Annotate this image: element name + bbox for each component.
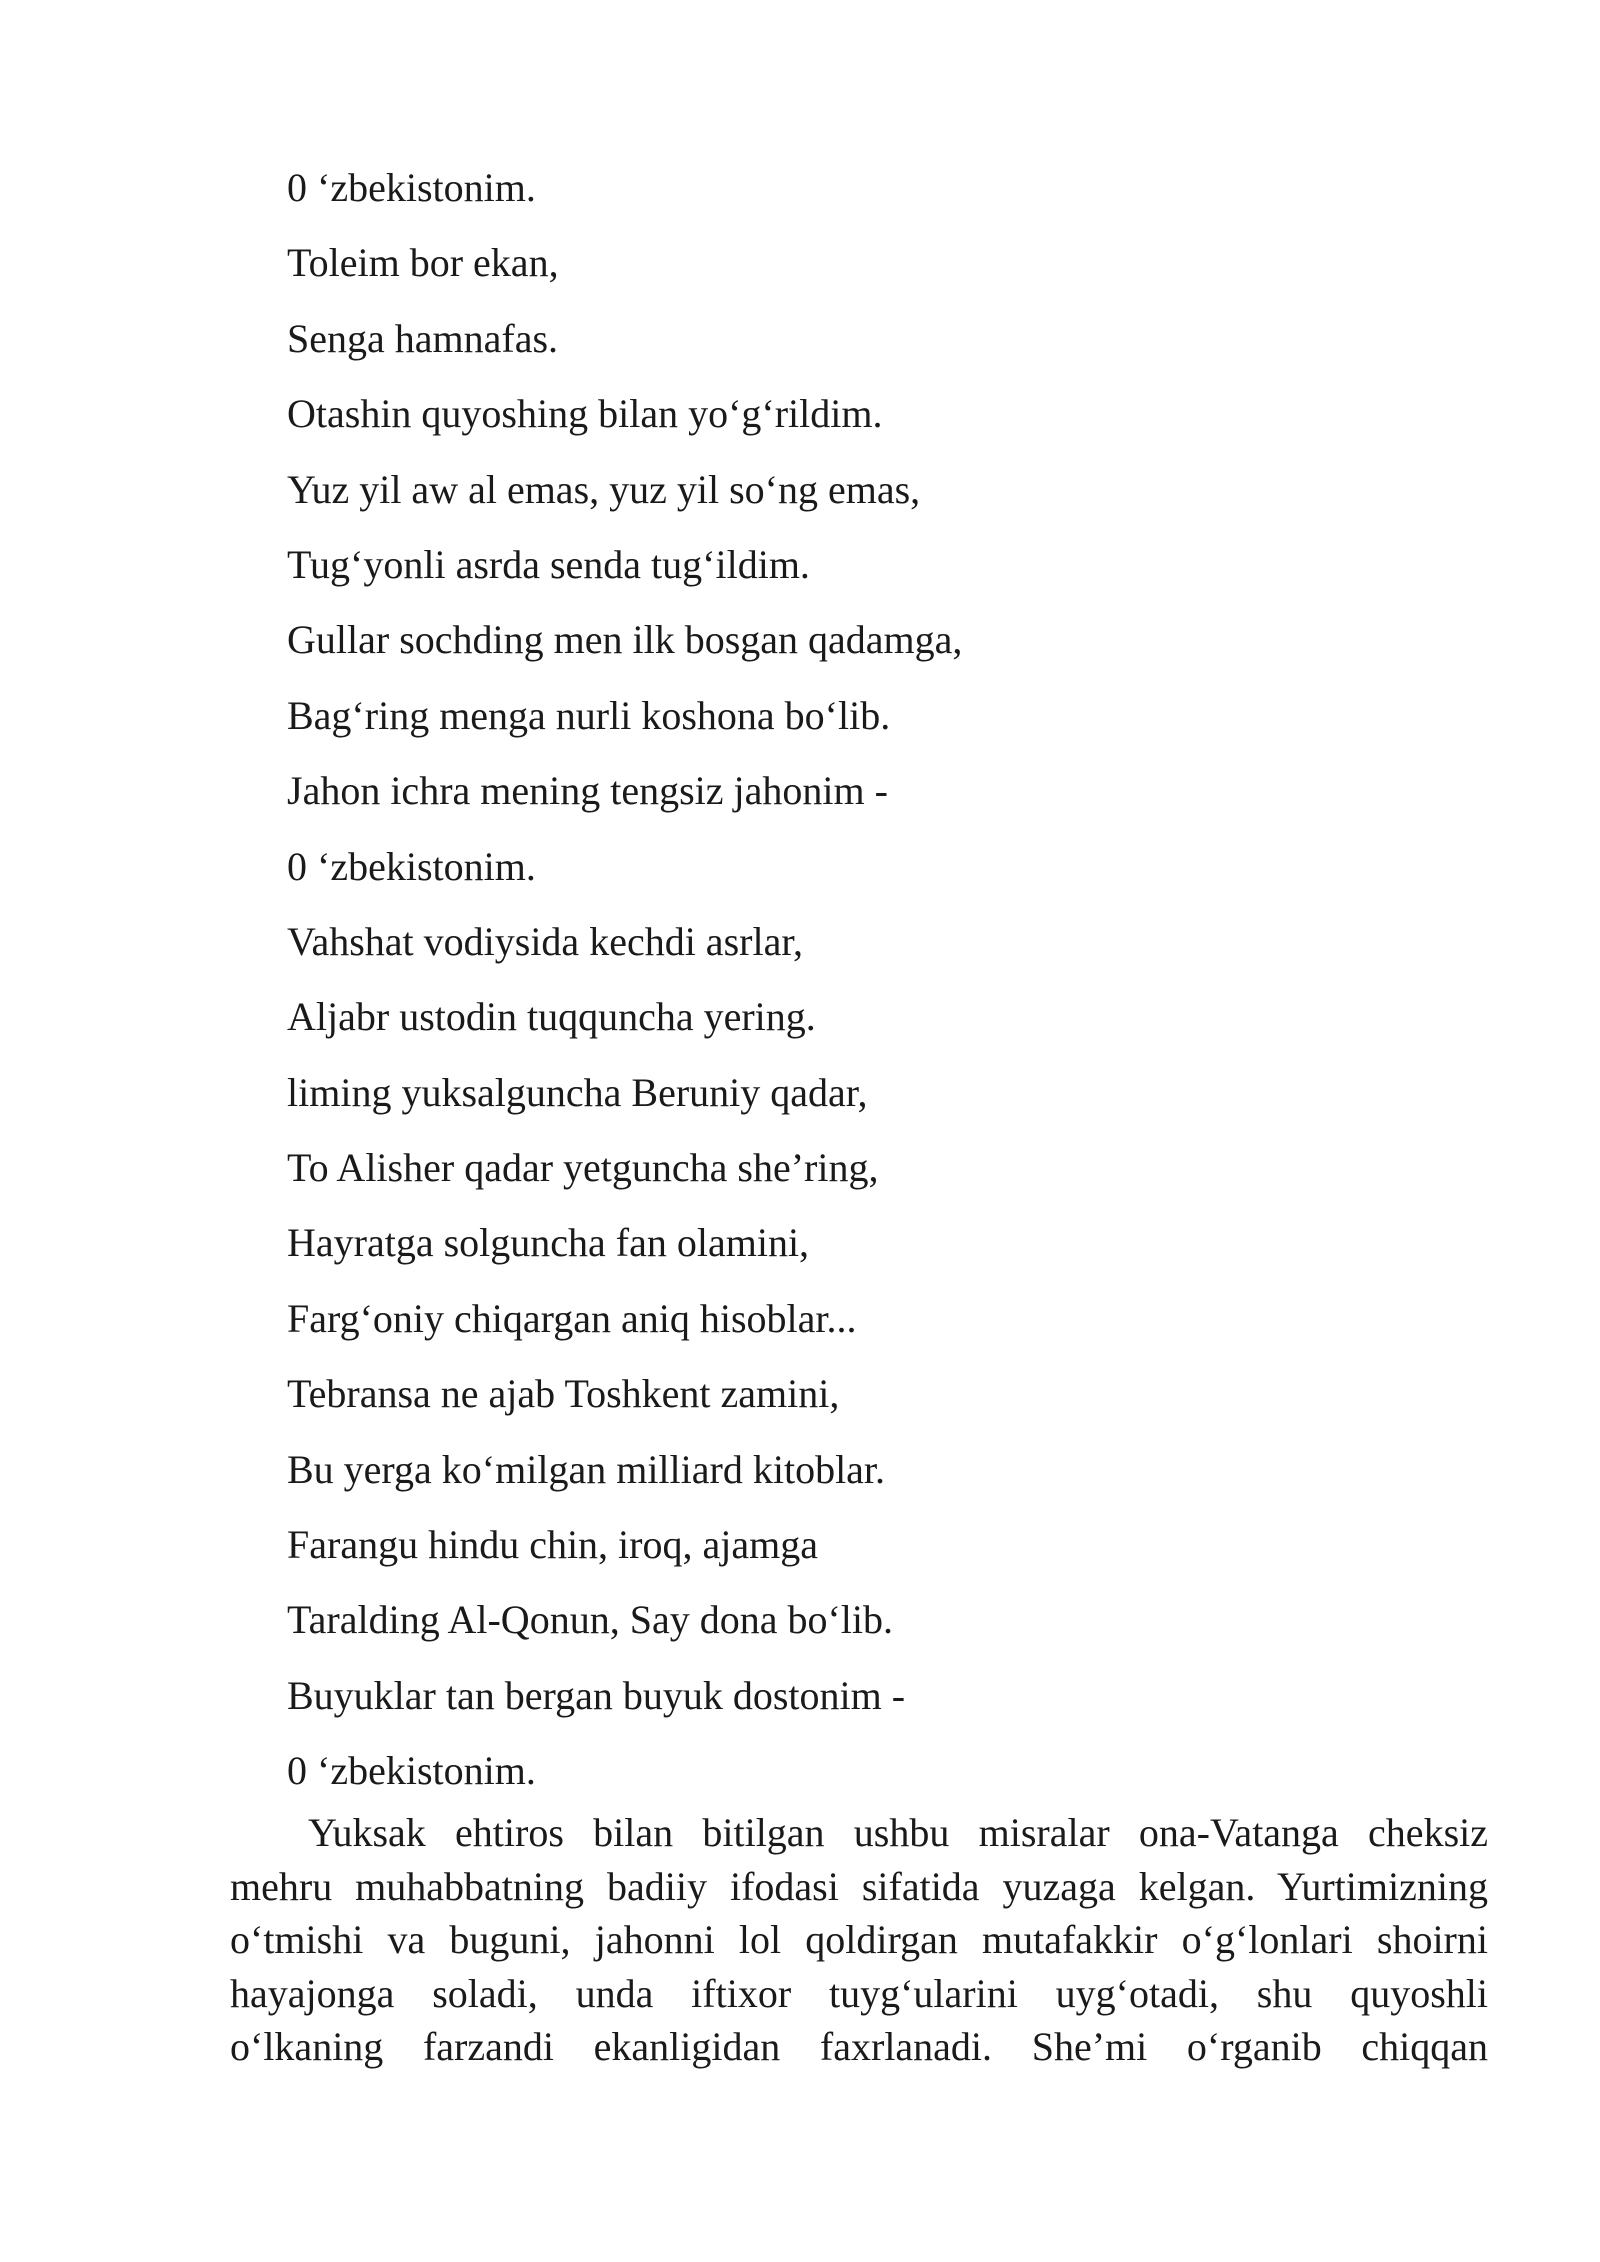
poem-line: 0 ‘zbekistonim. [287, 843, 536, 889]
poem-line: Vahshat vodiysida kechdi asrlar, [287, 918, 804, 964]
poem-line: Jahon ichra mening tengsiz jahonim - [287, 768, 888, 814]
poem-block [287, 150, 962, 1809]
prose-line: mehru muhabbatning badiiy ifodasi sifatida yuzaga kelgan. Yurtimizning [230, 1863, 1488, 1909]
poem-line: Toleim bor ekan, [287, 240, 559, 286]
prose-line: Yuksak ehtiros bilan bitilgan ushbu misralar ona-Vatanga cheksiz [308, 1810, 1488, 1855]
poem-line: Tug‘yonli asrda senda tug‘ildim. [287, 541, 810, 587]
poem-line: Gullar sochding men ilk bosgan qadamga, [287, 617, 963, 663]
poem-line: Senga hamnafas. [287, 315, 559, 361]
poem-line: Farg‘oniy chiqargan aniq hisoblar... [287, 1295, 857, 1341]
poem-line: Hayratga solguncha fan olamini, [287, 1220, 810, 1266]
poem-line: Yuz yil aw al emas, yuz yil so‘ng emas, [287, 466, 921, 512]
poem-line: Aljabr ustodin tuqquncha yering. [287, 994, 816, 1040]
poem-line: Tebransa ne ajab Toshkent zamini, [287, 1371, 840, 1417]
poem-line: To Alisher qadar yetguncha she’ring, [287, 1145, 879, 1191]
poem-line: Taralding Al-Qonun, Say dona bo‘lib. [287, 1597, 893, 1643]
poem-line: Bag‘ring menga nurli koshona bo‘lib. [287, 692, 891, 738]
poem-line: 0 ‘zbekistonim. [287, 1748, 536, 1794]
poem-line: liming yuksalguncha Beruniy qadar, [287, 1069, 868, 1115]
poem-line: 0 ‘zbekistonim. [287, 165, 536, 210]
prose-line: o‘lkaning farzandi ekanligidan faxrlanadi. She’mi o‘rganib chiqqan [230, 2024, 1488, 2070]
prose-paragraph [230, 1806, 1488, 2074]
poem-line: Buyuklar tan bergan buyuk dostonim - [287, 1672, 906, 1718]
prose-line: hayajonga soladi, unda iftixor tuyg‘ularini uyg‘otadi, shu quyoshli [230, 1970, 1488, 2016]
poem-line: Bu yerga ko‘milgan milliard kitoblar. [287, 1446, 886, 1492]
poem-line: Otashin quyoshing bilan yo‘g‘rildim. [287, 391, 883, 437]
prose-line: o‘tmishi va buguni, jahonni lol qoldirgan mutafakkir o‘g‘lonlari shoirni [230, 1917, 1488, 1963]
poem-line: Farangu hindu chin, iroq, ajamga [287, 1522, 818, 1568]
